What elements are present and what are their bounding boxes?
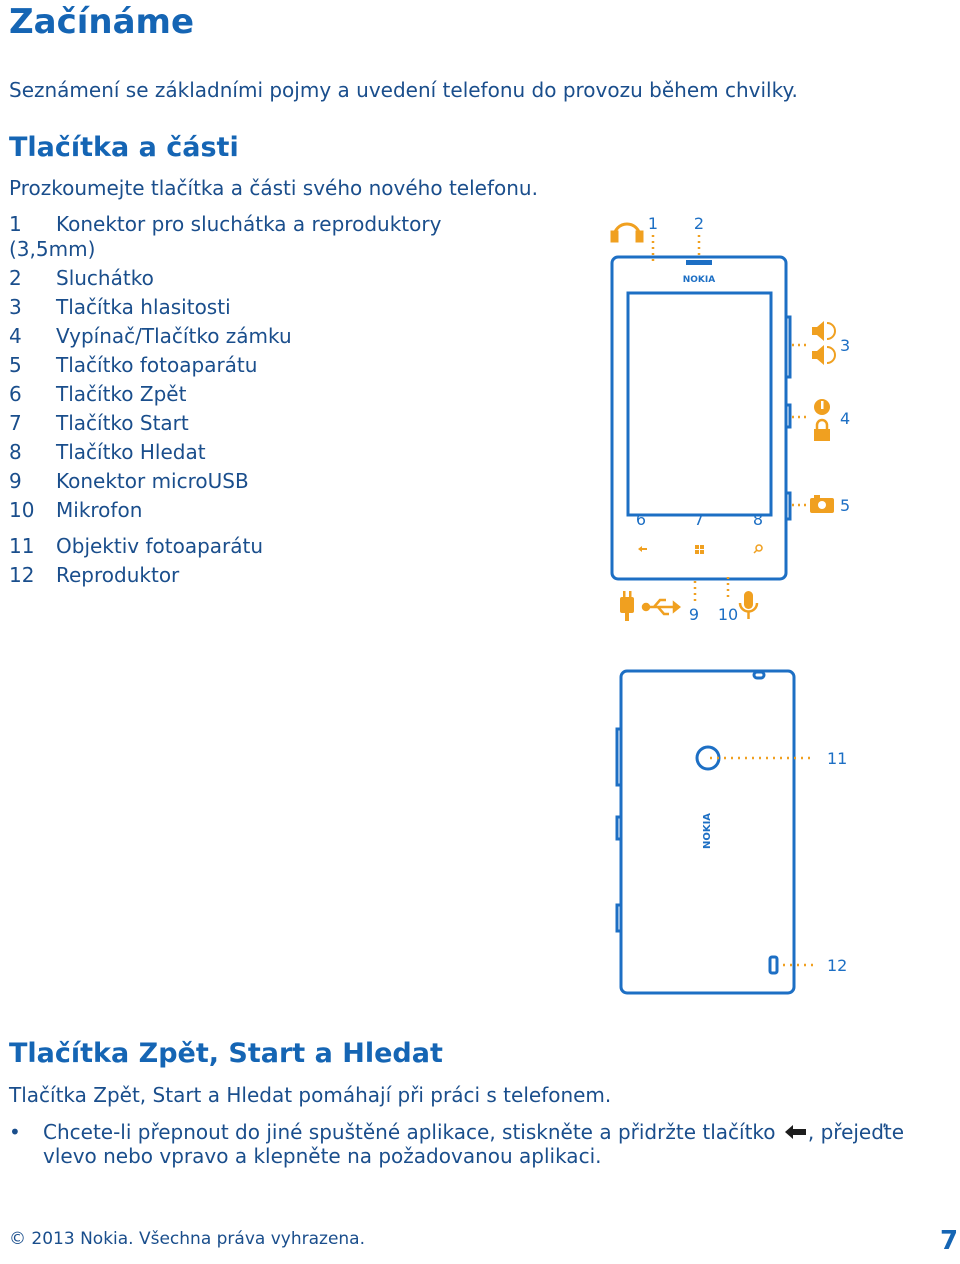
footer-copyright: © 2013 Nokia. Všechna práva vyhrazena. xyxy=(9,1229,366,1249)
flash-icon xyxy=(754,672,764,678)
item-number: 7 xyxy=(9,411,22,435)
section-heading-buttons-parts: Tlačítka a části xyxy=(9,132,239,163)
item-number: 1 xyxy=(9,212,22,236)
charger-icon xyxy=(620,591,634,621)
bullet-text xyxy=(43,1120,960,1168)
callout-12: 12 xyxy=(827,956,848,975)
side-button-shape xyxy=(617,729,621,785)
phone-front-body xyxy=(612,257,786,579)
item-label: Konektor pro sluchátka a reproduktory xyxy=(56,212,442,236)
camera-button-shape xyxy=(786,493,790,519)
list-item xyxy=(9,534,263,558)
power-lock-icon xyxy=(814,399,830,441)
volume-icon xyxy=(812,321,835,365)
item-number: 4 xyxy=(9,324,22,348)
item-label: Tlačítko Zpět xyxy=(56,382,187,406)
bullet-text-after: , přejeďte vlevo nebo vpravo a klepněte na požadovanou aplikaci. xyxy=(43,1120,905,1168)
item-label: Reproduktor xyxy=(56,563,180,587)
phone-screen xyxy=(628,293,771,515)
item-number: 2 xyxy=(9,266,22,290)
back-key-icon xyxy=(638,546,647,552)
callout-7: 7 xyxy=(693,510,705,529)
back-callout-leaders xyxy=(710,758,815,965)
list-item-continuation xyxy=(9,237,95,261)
page-number: 7 xyxy=(940,1226,959,1256)
nokia-front-logo: NOKIA xyxy=(682,275,716,285)
item-number: 6 xyxy=(9,382,22,406)
list-item xyxy=(9,353,257,377)
nokia-back-logo: NOKIA xyxy=(702,812,713,850)
list-item xyxy=(9,295,231,319)
item-number: 11 xyxy=(9,534,35,558)
callout-8: 8 xyxy=(752,510,764,529)
power-button-shape xyxy=(786,405,790,427)
callout-1: 1 xyxy=(647,214,659,233)
list-item xyxy=(9,382,186,406)
item-number: 10 xyxy=(9,498,35,522)
item-label: Tlačítko fotoaparátu xyxy=(56,353,258,377)
item-label: Sluchátko xyxy=(56,266,154,290)
back-arrow-icon xyxy=(782,1123,808,1141)
list-item xyxy=(9,563,179,587)
section-subtitle: Prozkoumejte tlačítka a části svého nového telefonu. xyxy=(9,176,538,200)
phone-front-diagram xyxy=(600,205,870,635)
section-text: Tlačítka Zpět, Start a Hledat pomáhají při práci s telefonem. xyxy=(9,1083,612,1107)
list-item xyxy=(9,212,441,236)
item-number: 12 xyxy=(9,563,35,587)
phone-back-diagram xyxy=(610,665,860,1005)
section-heading-back-start-search: Tlačítka Zpět, Start a Hledat xyxy=(9,1038,443,1069)
callout-3: 3 xyxy=(840,336,851,355)
loudspeaker-icon xyxy=(770,957,777,973)
item-number: 8 xyxy=(9,440,22,464)
item-label: Mikrofon xyxy=(56,498,143,522)
callout-6: 6 xyxy=(635,510,647,529)
item-label: Vypínač/Tlačítko zámku xyxy=(56,324,292,348)
list-item xyxy=(9,469,249,493)
headphone-icon xyxy=(612,224,642,241)
volume-button-shape xyxy=(786,317,790,377)
callout-9: 9 xyxy=(688,605,700,624)
microphone-icon xyxy=(740,591,757,619)
bullet-text-before: Chcete-li přepnout do jiné spuštěné aplikace, stiskněte a přidržte tlačítko xyxy=(43,1120,782,1144)
usb-icon xyxy=(643,600,679,614)
intro-text: Seznámení se základními pojmy a uvedení telefonu do provozu během chvilky. xyxy=(9,78,798,102)
bullet-dot: • xyxy=(9,1120,21,1144)
side-button-shape xyxy=(617,817,621,839)
item-label: Tlačítko Start xyxy=(56,411,189,435)
callout-2: 2 xyxy=(693,214,705,233)
side-button-shape xyxy=(617,905,621,931)
item-number: 5 xyxy=(9,353,22,377)
callout-11: 11 xyxy=(827,749,848,768)
item-label-continuation: (3,5mm) xyxy=(9,237,96,261)
page-title: Začínáme xyxy=(9,2,195,42)
item-label: Konektor microUSB xyxy=(56,469,249,493)
camera-lens-icon xyxy=(697,747,719,769)
callout-5: 5 xyxy=(840,496,851,515)
camera-icon xyxy=(810,495,834,513)
list-item xyxy=(9,266,154,290)
item-number: 3 xyxy=(9,295,22,319)
callout-10: 10 xyxy=(717,605,739,624)
item-label: Tlačítka hlasitosti xyxy=(56,295,231,319)
item-label: Tlačítko Hledat xyxy=(56,440,206,464)
item-label: Objektiv fotoaparátu xyxy=(56,534,264,558)
earpiece-icon xyxy=(686,260,712,265)
list-item xyxy=(9,440,206,464)
nav-keys xyxy=(638,545,762,554)
callout-4: 4 xyxy=(840,409,851,428)
start-key-icon xyxy=(695,545,699,549)
list-item xyxy=(9,411,189,435)
item-number: 9 xyxy=(9,469,22,493)
list-item xyxy=(9,324,292,348)
list-item xyxy=(9,498,142,522)
